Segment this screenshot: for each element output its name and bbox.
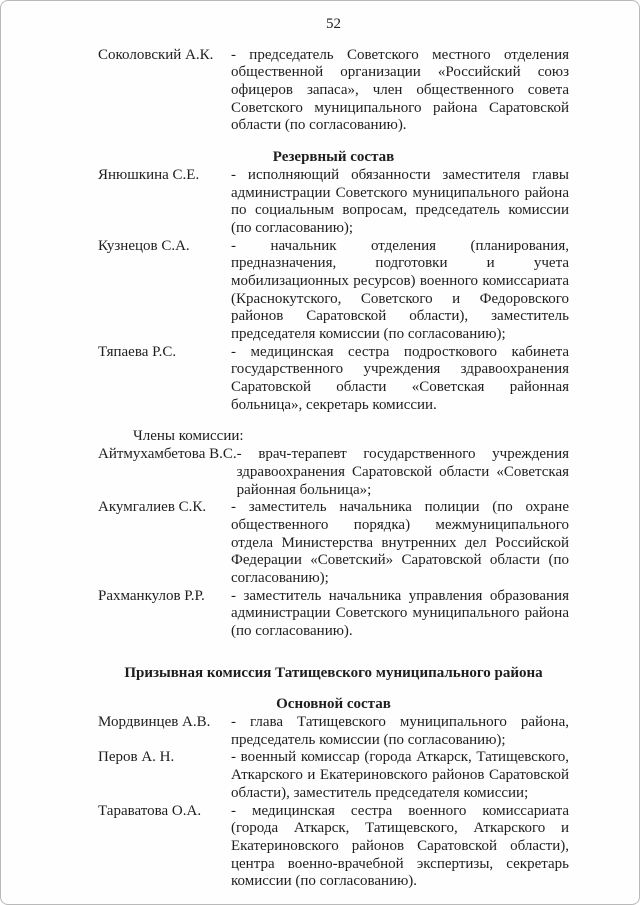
- members-list-label: Члены комиссии:: [133, 428, 244, 445]
- member-description: - врач-терапевт государственного учреждения здравоохранения Саратовской области «Советская районная больница»;: [236, 446, 569, 498]
- section-heading: Основной состав: [276, 696, 391, 713]
- document-content-area: [1, 1, 639, 891]
- member-description: - начальник отделения (планирования, предназначения, подготовки и учета мобилизационных ресурсов) военного комиссариата (Краснокутского, Советского и Федоровского районов Саратовской области), заместитель председателя комиссии (по согласованию);: [231, 237, 569, 342]
- member-entry: [98, 446, 569, 499]
- member-name: Перов А. Н.: [98, 749, 175, 766]
- member-entry: [98, 47, 569, 135]
- member-description: - медицинская сестра подросткового кабинета государственного учреждения здравоохранения Саратовской области «Советская районная больница», секретарь комиссии.: [231, 343, 569, 413]
- member-description: - военный комиссар (города Аткарск, Татищевского, Аткарского и Екатериновского районов Саратовской области), заместитель председателя комиссии;: [231, 749, 569, 801]
- member-name: Соколовский А.К.: [98, 46, 214, 63]
- member-entry: [98, 588, 569, 641]
- document-blocks: [98, 47, 569, 891]
- member-entry: [98, 803, 569, 891]
- section-heading: Призывная комиссия Татищевского муниципального района: [124, 664, 543, 681]
- member-name: Тяпаева Р.С.: [98, 343, 177, 360]
- page-number: 52: [326, 16, 341, 32]
- member-name: Кузнецов С.А.: [98, 237, 190, 254]
- member-name: Айтмухамбетова В.С.: [98, 446, 237, 463]
- member-entry: [98, 749, 569, 802]
- member-description: - председатель Советского местного отделения общественной организации «Российский союз офицеров запаса», член общественного совета Советского муниципального района Саратовской области (по согласованию).: [231, 46, 569, 134]
- member-name: Тараватова О.А.: [98, 802, 202, 819]
- member-entry: [98, 344, 569, 415]
- member-description: - глава Татищевского муниципального района, председатель комиссии (по согласованию);: [231, 714, 569, 748]
- member-name: Мордвинцев А.В.: [98, 714, 211, 731]
- member-entry: [98, 499, 569, 587]
- member-description: - исполняющий обязанности заместителя главы администрации Советского муниципального района по социальным вопросам, председатель комиссии (по согласованию);: [231, 166, 569, 236]
- member-description: - заместитель начальника управления образования администрации Советского муниципального района (по согласованию).: [231, 587, 569, 639]
- member-entry: [98, 238, 569, 344]
- member-description: - заместитель начальника полиции (по охране общественного порядка) межмуниципального отдела Министерства внутренних дел Российской Федерации «Советский» Саратовской области (по согласованию);: [231, 499, 569, 586]
- member-entry: [98, 714, 569, 749]
- member-name: Янюшкина С.Е.: [98, 166, 200, 183]
- member-entry: [98, 167, 569, 238]
- member-name: Акумгалиев С.К.: [98, 499, 207, 516]
- member-description: - медицинская сестра военного комиссариата (города Аткарск, Татищевского, Аткарского и Екатериновского районов Саратовской области), центра военно-врачебной экспертизы, секретарь комиссии (по согласованию).: [231, 802, 569, 890]
- section-heading: Резервный состав: [272, 149, 395, 166]
- member-name: Рахманкулов Р.Р.: [98, 587, 205, 604]
